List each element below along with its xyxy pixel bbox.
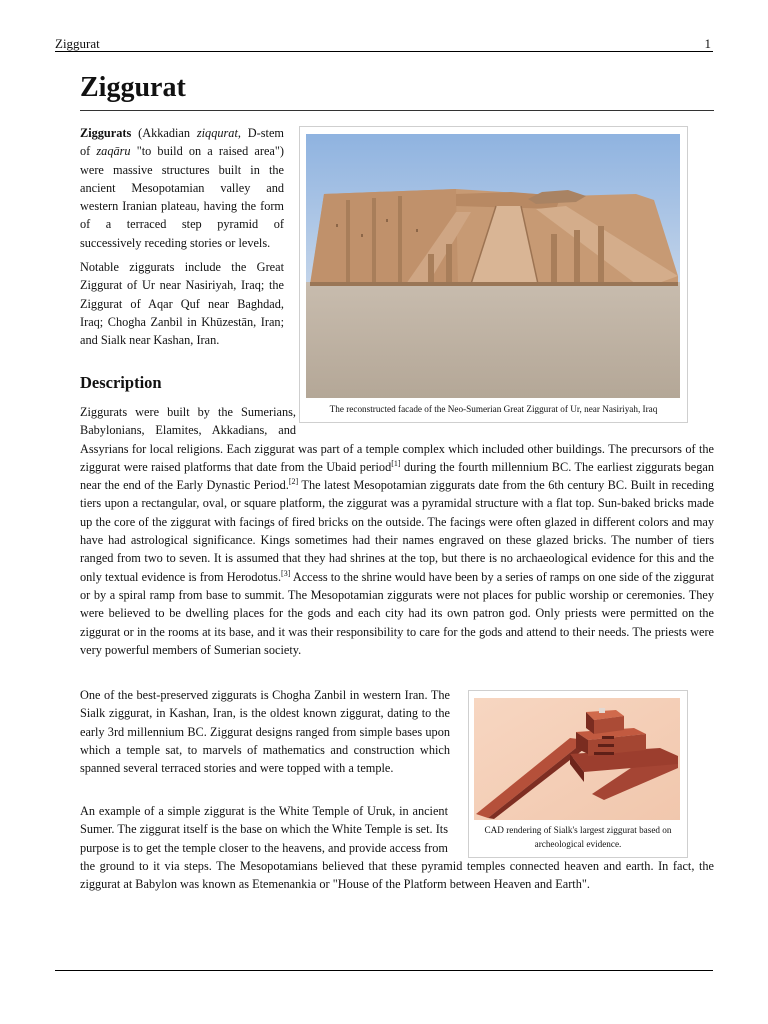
intro-term: Ziggurats xyxy=(80,126,132,140)
verb-word: zaqāru xyxy=(96,144,131,159)
description-paragraph xyxy=(80,403,714,659)
intro-paragraph xyxy=(80,124,284,252)
description-text-1: Ziggurats were built by the Sumerians, Babylonians, Elamites, Akkadians, and Assyrians for local religions. Each ziggurat was part of a temple complex which included other buildings. The precursors of the ziggurat were raised platforms that date from the Ubaid period xyxy=(80,405,714,474)
page-number: 1 xyxy=(704,36,711,51)
intro-text-2: , D-stem of xyxy=(80,126,284,159)
title-rule xyxy=(80,110,714,111)
reference-1[interactable]: [1] xyxy=(391,458,401,468)
footer-rule xyxy=(55,970,713,971)
ur-ziggurat-photo xyxy=(306,134,680,398)
notable-ziggurats-paragraph: Notable ziggurats include the Great Ziggurat of Ur near Nasiriyah, Iraq; the Ziggurat of Aqar Quf near Baghdad, Iraq; Chogha Zanbil in Khūzestān, Iran; and Sialk near Kashan, Iran. xyxy=(80,260,284,348)
intro-text-1: (Akkadian xyxy=(131,126,197,140)
sialk-caption: CAD rendering of Sialk's largest ziggurat based on archeological evidence. xyxy=(484,825,672,849)
running-title: Ziggurat xyxy=(55,36,100,51)
reference-3[interactable]: [3] xyxy=(281,568,291,578)
best-preserved-paragraph: One of the best-preserved ziggurats is Chogha Zanbil in western Iran. The Sialk ziggurat, in Kashan, Iran, is the oldest known ziggurat, dating to the early 3rd millennium BC. Ziggurat designs ranged from simple bases upon which a temple sat, to marvels of mathematics and construction which spanned several terraced stories and were topped with a temple. xyxy=(80,688,450,776)
description-heading: Description xyxy=(80,373,162,392)
description-text-2: during the fourth millennium BC. The earliest ziggurats began near the end of the Early Dynastic Period. xyxy=(80,459,714,493)
header-rule xyxy=(55,51,713,52)
reference-2[interactable]: [2] xyxy=(288,477,299,487)
description-text-3: The latest Mesopotamian ziggurats date from the 6th century BC. Built in receding tiers upon a rectangular, oval, or square platform, the ziggurat was a pyramidal structure with a flat top. Sun-baked bricks made up the core of the ziggurat with facings of fired bricks on the outside. The facings were often glazed in different colors and may have had astrological significance. Kings sometimes had their names engraved on these glazed bricks. The number of tiers ranged from two to seven. It is assumed that they had shrines at the top, but there is no archaeological evidence for this and the only textual evidence is from Herodotus. xyxy=(80,478,715,584)
intro-text-3: "to build on a raised area") were massive structures built in the ancient Mesopotamian valley and western Iranian plateau, having the form of a terraced step pyramid of successively receding stories or levels. xyxy=(80,144,284,250)
white-temple-paragraph xyxy=(80,802,714,893)
running-header xyxy=(55,36,713,52)
ur-ziggurat-figure xyxy=(299,126,688,423)
article-title: Ziggurat xyxy=(80,72,186,103)
akkadian-word: ziqqurat xyxy=(196,126,238,140)
description-text-4: Access to the shrine would have been by a series of ramps on one side of the ziggurat or by a spiral ramp from base to summit. The Mesopotamian ziggurats were not places for public worship or ceremonies. They were believed to be dwelling places for the gods and each city had its own patron god. Only priests were permitted on the ziggurat or in the rooms at its base, and it was their responsibility to care for the gods and attend to their needs. The priests were very powerful members of Sumerian society. xyxy=(80,569,714,657)
white-temple-text: An example of a simple ziggurat is the White Temple of Uruk, in ancient Sumer. The ziggurat itself is the base on which the White Temple is set. Its purpose is to get the temple closer to the heavens, and provide access from the ground to it via steps. The Mesopotamians believed that these pyramid temples connected heaven and earth. In fact, the ziggurat at Babylon was known as Etemenankia or "House of the Platform between Heaven and Earth". xyxy=(80,804,714,892)
ur-ziggurat-caption: The reconstructed facade of the Neo-Sumerian Great Ziggurat of Ur, near Nasiriyah, Iraq xyxy=(329,404,658,414)
